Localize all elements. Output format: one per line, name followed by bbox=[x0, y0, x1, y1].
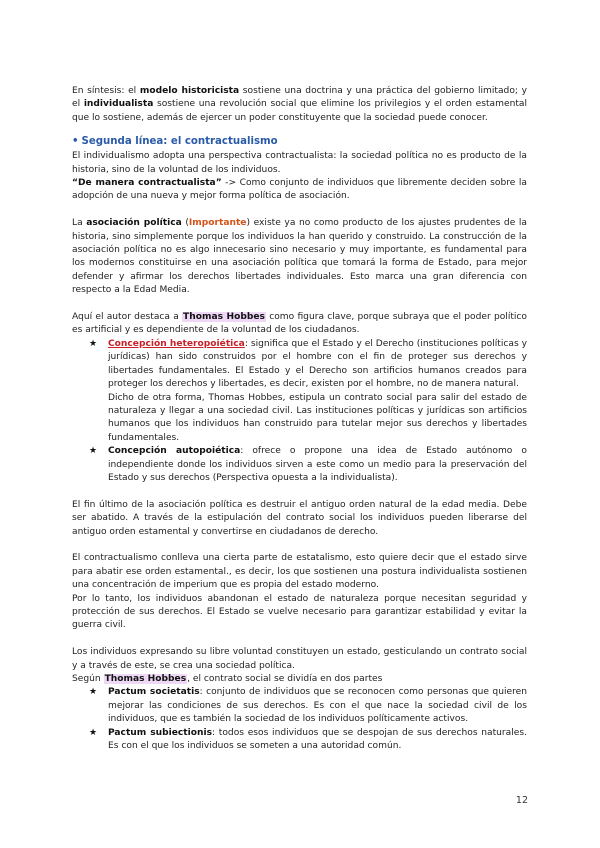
star-icon: ★ bbox=[89, 687, 98, 698]
star-icon: ★ bbox=[89, 727, 98, 738]
text-run: Según bbox=[72, 673, 104, 684]
heading-text: Segunda línea: el contractualismo bbox=[81, 136, 278, 148]
individualism-paragraph: El individualismo adopta una perspectiva contractualista: la sociedad política no es producto de la historia, sino de la voluntad de los individuos. bbox=[72, 151, 527, 175]
free-will-paragraph: Los individuos expresando su libre voluntad constituyen un estado, gesticulando un contrato social y a través de este, se crea una sociedad política. bbox=[72, 647, 527, 671]
star-icon: ★ bbox=[89, 338, 98, 349]
bold-term: individualista bbox=[83, 99, 154, 110]
list-item-title: Concepción autopoiética bbox=[108, 446, 241, 457]
list-item-title: Pactum societatis bbox=[108, 687, 200, 698]
star-icon: ★ bbox=[89, 446, 98, 457]
statism-paragraph: El contractualismo conlleva una cierta parte de estatalismo, esto quiere decir que el estado sirve para abatir ese orden estamental., es decir, los que sostienen una postura individualista sostienen una concentración de imperium que es propia del estado moderno. bbox=[72, 553, 527, 591]
hobbes-contract-paragraph bbox=[72, 673, 527, 686]
list-item-text: : todos esos individuos que se despojan de sus derechos naturales. Es con el que los individuos se someten a una autoridad común. bbox=[108, 727, 527, 752]
list-item-text: : significa que el Estado y el Derecho (instituciones políticas y jurídicas) han sido construidos por el hombre con el fin de proteger sus derechos y libertades fundamentales. El Estado y el Derecho son artificios humanos creados para proteger los derechos y libertades, es decir, existen por el hombre, no de manera natural. bbox=[108, 338, 527, 390]
important-label: Importante bbox=[188, 218, 247, 229]
text-run: -> Como conjunto de individuos que libremente deciden sobre la adopción de una nueva y mejor forma política de asociación. bbox=[72, 178, 527, 202]
section-heading bbox=[72, 134, 527, 150]
bullet-icon: • bbox=[72, 136, 79, 148]
text-run: Aquí el autor destaca a bbox=[72, 312, 183, 323]
list-item-title: Concepción heteropoiética bbox=[108, 338, 245, 349]
conception-list bbox=[72, 338, 527, 485]
list-item bbox=[72, 338, 527, 445]
pact-list bbox=[72, 686, 527, 753]
summary-paragraph bbox=[72, 85, 527, 125]
bold-term: “De manera contractualista” bbox=[72, 178, 222, 189]
list-item bbox=[72, 445, 527, 485]
text-run: ) existe ya no como producto de los ajustes prudentes de la historia, sino simplemente porque los individuos la han querido y construido. La construcción de la asociación política no es algo innecesario sino necesario y muy importante, es fundamental para los modernos constituirse en una asociación política que tomará la forma de Estado, para mejor defender y afirmar los derechos libertades individuales. Esto marca una gran diferencia con respecto a la Edad Media. bbox=[72, 218, 527, 296]
text-run: sostiene una revolución social que elimine los privilegios y el orden estamental que lo sostiene, además de ejercer un poder constituyente que la sociedad puede conocer. bbox=[72, 99, 528, 123]
page-content bbox=[72, 85, 527, 753]
list-item-text: Dicho de otra forma, Thomas Hobbes, estipula un contrato social para salir del estado de naturaleza y llegar a una sociedad civil. Las instituciones políticas y jurídicas son artificios humanos que los individuos han construido para tutelar mejor sus derechos y libertades fundamentales. bbox=[108, 392, 527, 443]
text-run: ( bbox=[181, 218, 189, 229]
list-item bbox=[72, 727, 527, 754]
list-item-title: Pactum subiectionis bbox=[108, 727, 213, 738]
page-number: 12 bbox=[515, 795, 528, 806]
contractualist-paragraph bbox=[72, 177, 527, 204]
text-run: como figura clave, porque subraya que el poder político es artificial y es dependiente de la voluntad de los ciudadanos. bbox=[72, 312, 528, 336]
highlighted-name: Thomas Hobbes bbox=[183, 312, 265, 323]
list-item-text: : ofrece o propone una idea de Estado autónomo o independiente donde los individuos sirven a este como un medio para la preservación del Estado y sus derechos (Perspectiva opuesta a la individualista). bbox=[108, 446, 527, 483]
hobbes-paragraph bbox=[72, 311, 527, 338]
political-association-paragraph bbox=[72, 217, 527, 297]
highlighted-name: Thomas Hobbes bbox=[104, 673, 187, 684]
list-item-text: : conjunto de individuos que se reconocen como personas que quieren mejorar las condiciones de sus derechos. Es con el que nace la sociedad civil de los individuos, que es también la sociedad de los individuos políticamente activos. bbox=[108, 687, 527, 725]
list-item bbox=[72, 686, 527, 726]
text-run: La bbox=[72, 218, 87, 229]
bold-term: modelo historicista bbox=[139, 86, 240, 96]
bold-term: asociación política bbox=[86, 218, 182, 229]
text-run: , el contrato social se dividía en dos partes bbox=[187, 673, 383, 684]
text-run: sostiene una doctrina y una práctica del gobierno limitado; y el bbox=[72, 86, 527, 110]
security-paragraph: Por lo tanto, los individuos abandonan el estado de naturaleza porque necesitan seguridad y protección de sus derechos. El Estado se vuelve necesario para garantizar estabilidad y evitar la guerra civil. bbox=[72, 593, 527, 631]
final-aim-paragraph: El fin último de la asociación política es destruir el antiguo orden natural de la edad media. Debe ser abatido. A través de la estipulación del contrato social los individuos pueden liberarse del antiguo orden estamental y convertirse en ciudadanos de derecho. bbox=[72, 499, 527, 537]
text-run: En síntesis: el bbox=[72, 86, 140, 96]
